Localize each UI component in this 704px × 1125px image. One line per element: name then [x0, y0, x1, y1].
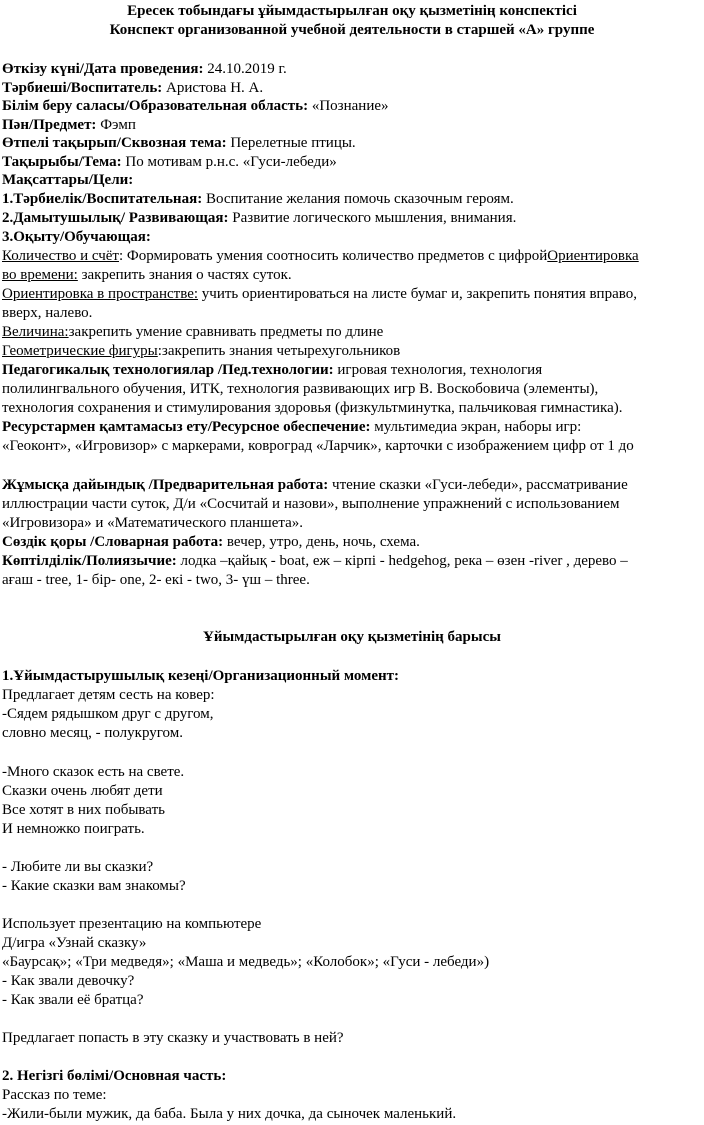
- course-line: Д/игра «Узнай сказку»: [2, 935, 147, 951]
- course-line: -Много сказок есть на свете.: [2, 764, 185, 780]
- course-line: И немножко поиграть.: [2, 821, 145, 837]
- orient-space-line-2: вверх, налево.: [2, 305, 93, 321]
- subject-value: Фэмп: [96, 117, 136, 133]
- tech-label: Педагогикалық технологиялар /Пед.технологии:: [2, 362, 334, 378]
- course-line: -Жили-были мужик, да баба. Была у них дочка, да сыночек маленький.: [2, 1106, 457, 1122]
- orient-time-label-a: Ориентировка: [547, 248, 639, 264]
- count-value: : Формировать умения соотносить количество предметов с цифрой: [118, 248, 548, 264]
- subject-label: Пән/Предмет:: [2, 117, 97, 133]
- course-line: Рассказ по теме:: [2, 1087, 107, 1103]
- orient-space-label: Ориентировка в пространстве:: [2, 286, 199, 302]
- resources-label: Ресурстармен қамтамасыз ету/Ресурсное обеспечение:: [2, 419, 371, 435]
- area-value: «Познание»: [308, 98, 389, 114]
- date-value: 24.10.2019 г.: [203, 61, 287, 77]
- course-line: «Баурсақ»; «Три медведя»; «Маша и медведь»; «Колобок»; «Гуси - лебеди»): [2, 954, 490, 970]
- course-line: - Как звали девочку?: [2, 973, 135, 989]
- vocab-label: Сөздік қоры /Словарная работа:: [2, 534, 224, 550]
- document-title-ru: Конспект организованной учебной деятельности в старшей «А» группе: [109, 22, 595, 38]
- course-line: - Как звали её братца?: [2, 992, 144, 1008]
- course-line: Все хотят в них побывать: [2, 802, 165, 818]
- poly-line-2: ағаш - tree, 1- бір- one, 2- екі - two, 3- үш – three.: [2, 572, 310, 588]
- topic-line: [2, 153, 337, 172]
- count-label: Количество и счёт: [2, 248, 119, 264]
- theme-value: Перелетные птицы.: [226, 135, 356, 151]
- course-line: - Любите ли вы сказки?: [2, 859, 154, 875]
- prep-line-3: «Игровизора» и «Математического планшета».: [2, 515, 304, 531]
- area-label: Білім беру саласы/Образовательная область:: [2, 98, 309, 114]
- topic-value: По мотивам р.н.с. «Гуси-лебеди»: [121, 154, 337, 170]
- resources-line-1: Ресурстармен қамтамасыз ету/Ресурсное обеспечение: мультимедиа экран, наборы игр:: [2, 419, 582, 435]
- poly-label: Көптілділік/Полиязычие:: [2, 553, 177, 569]
- theme-label: Өтпелі тақырып/Сквозная тема:: [2, 135, 227, 151]
- teacher-value: Аристова Н. А.: [162, 80, 264, 96]
- geo-value: :закрепить знания четырехугольников: [157, 343, 401, 359]
- tech-line-2: полилингвального обучения, ИТК, технология развивающих игр В. Воскобовича (элементы),: [2, 381, 599, 397]
- date-line: [2, 60, 287, 79]
- part-1-heading: 1.Ұйымдастырушылық кезеңі/Организационный момент:: [2, 668, 400, 684]
- course-line: Использует презентацию на компьютере: [2, 916, 262, 932]
- size-line: [2, 323, 383, 342]
- orient-time-label-b: во времени:: [2, 267, 78, 283]
- tech-line-1: Педагогикалық технологиялар /Пед.технологии: игровая технология, технология: [2, 362, 543, 378]
- teacher-label: Тәрбиеші/Воспитатель:: [2, 80, 163, 96]
- prep-line-2: иллюстрации части суток, Д/и «Сосчитай и назови», выполнение упражнений с использованием: [2, 496, 620, 512]
- goals-heading: Мақсаттары/Цели:: [2, 172, 134, 188]
- count-line: [2, 247, 639, 266]
- orient-space-value-a: учить ориентироваться на листе бумаг и, закрепить понятия вправо,: [198, 286, 637, 302]
- orient-time-value: закрепить знания о частях суток.: [77, 267, 292, 283]
- goal-2-label: 2.Дамытушылық/ Развивающая:: [2, 210, 229, 226]
- course-line: Предлагает детям сесть на ковер:: [2, 687, 215, 703]
- orient-space-line: [2, 285, 637, 304]
- orient-time-line: [2, 266, 292, 285]
- goal-1-line: [2, 190, 514, 209]
- goal-2-line: [2, 209, 516, 228]
- resources-line-2: «Геоконт», «Игровизор» с маркерами, ковроград «Ларчик», карточки с изображением цифр от 1 до: [2, 438, 634, 454]
- topic-label: Тақырыбы/Тема:: [2, 154, 122, 170]
- size-value: закрепить умение сравнивать предметы по длине: [68, 324, 384, 340]
- part-2-heading: 2. Негізгі бөлімі/Основная часть:: [2, 1068, 227, 1084]
- course-title: Ұйымдастырылған оқу қызметінің барысы: [202, 629, 501, 645]
- subject-line: [2, 116, 136, 135]
- teacher-line: [2, 79, 263, 98]
- goal-2-value: Развитие логического мышления, внимания.: [228, 210, 517, 226]
- document-title-kz: Ересек тобындағы ұйымдастырылған оқу қызметінің конспектісі: [127, 3, 577, 19]
- course-line: - Какие сказки вам знакомы?: [2, 878, 186, 894]
- size-label: Величина:: [2, 324, 69, 340]
- goal-1-label: 1.Тәрбиелік/Воспитательная:: [2, 191, 203, 207]
- course-line: Сказки очень любят дети: [2, 783, 163, 799]
- tech-line-3: технология сохранения и стимулирования здоровья (физкультминутка, пальчиковая гимнастика).: [2, 400, 623, 416]
- course-line: словно месяц, - полукругом.: [2, 725, 183, 741]
- prep-label: Жұмысқа дайындық /Предварительная работа:: [2, 477, 329, 493]
- geo-line: [2, 342, 400, 361]
- course-line: -Сядем рядышком друг с другом,: [2, 706, 214, 722]
- poly-line-1: Көптілділік/Полиязычие: лодка –қайық - boat, еж – кірпі - hedgehog, река – өзен -river , дерево –: [2, 553, 628, 569]
- area-line: [2, 97, 389, 116]
- goal-1-value: Воспитание желания помочь сказочным героям.: [202, 191, 514, 207]
- geo-label: Геометрические фигуры: [2, 343, 158, 359]
- vocab-line: Сөздік қоры /Словарная работа: вечер, утро, день, ночь, схема.: [2, 534, 420, 550]
- theme-line: [2, 134, 356, 153]
- course-offer: Предлагает попасть в эту сказку и участвовать в ней?: [2, 1030, 344, 1046]
- goal-3-heading: 3.Оқыту/Обучающая:: [2, 229, 151, 245]
- date-label: Өткізу күні/Дата проведения:: [2, 61, 204, 77]
- prep-line-1: Жұмысқа дайындық /Предварительная работа: чтение сказки «Гуси-лебеди», рассматривание: [2, 477, 628, 493]
